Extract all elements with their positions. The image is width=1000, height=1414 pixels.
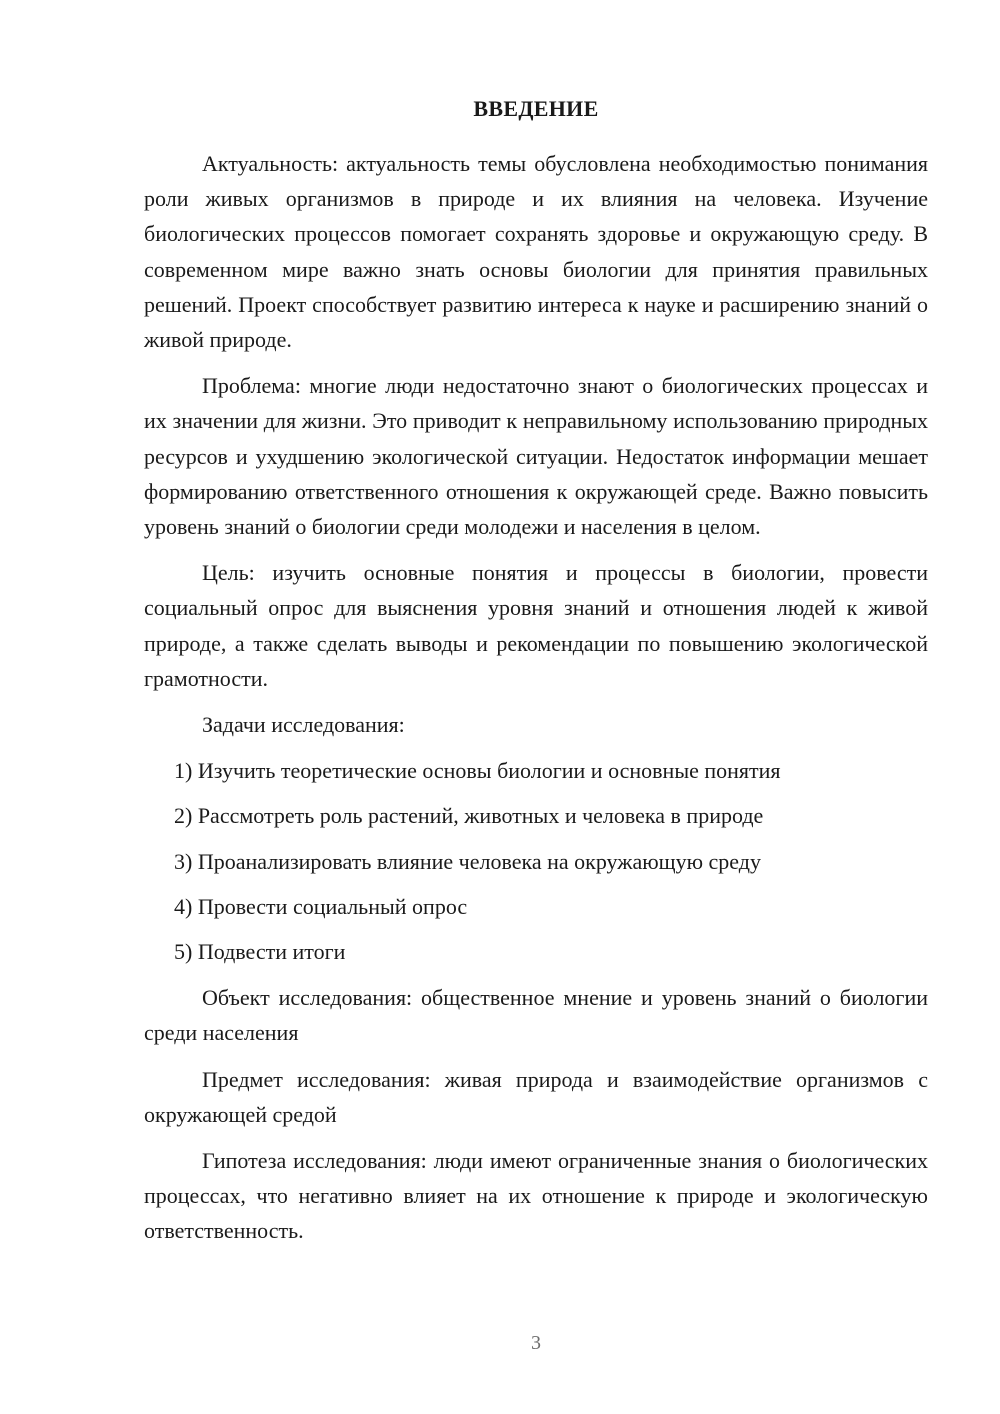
list-item: 5) Подвести итоги [174, 939, 346, 965]
list-item: 4) Провести социальный опрос [174, 893, 468, 919]
list-item: 3) Проанализировать влияние человека на окружающую среду [174, 848, 761, 874]
goal-paragraph: Цель: изучить основные понятия и процессы в биологии, провести социальный опрос для выяснения уровня знаний и отношения людей к живой природе, а также сделать выводы и рекомендации по повышению экологической грамотности. [144, 560, 928, 691]
list-item: 1) Изучить теоретические основы биологии и основные понятия [174, 758, 781, 784]
tasks-list [144, 753, 928, 969]
hypothesis-paragraph: Гипотеза исследования: люди имеют ограниченные знания о биологических процессах, что негативно влияет на их отношение к природе и экологическую ответственность. [144, 1148, 928, 1244]
problem-paragraph: Проблема: многие люди недостаточно знают о биологических процессах и их значении для жизни. Это приводит к неправильному использованию природных ресурсов и ухудшению экологической ситуации. Недостаток информации мешает формированию ответственного отношения к окружающей среде. Важно повысить уровень знаний о биологии среди молодежи и населения в целом. [144, 373, 928, 540]
relevance-paragraph: Актуальность: актуальность темы обусловлена необходимостью понимания роли живых организмов в природе и их влияния на человека. Изучение биологических процессов помогает сохранять здоровье и окружающую среду. В современном мире важно знать основы биологии для принятия правильных решений. Проект способствует развитию интереса к науке и расширению знаний о живой природе. [144, 151, 928, 353]
tasks-heading: Задачи исследования: [202, 712, 405, 738]
document-page [144, 90, 928, 1260]
subject-paragraph: Предмет исследования: живая природа и взаимодействие организмов с окружающей средой [144, 1066, 928, 1127]
object-paragraph: Объект исследования: общественное мнение и уровень знаний о биологии среди населения [144, 985, 928, 1046]
section-title: ВВЕДЕНИЕ [473, 96, 599, 121]
page-number: 3 [531, 1332, 541, 1354]
list-item: 2) Рассмотреть роль растений, животных и человека в природе [174, 803, 764, 829]
